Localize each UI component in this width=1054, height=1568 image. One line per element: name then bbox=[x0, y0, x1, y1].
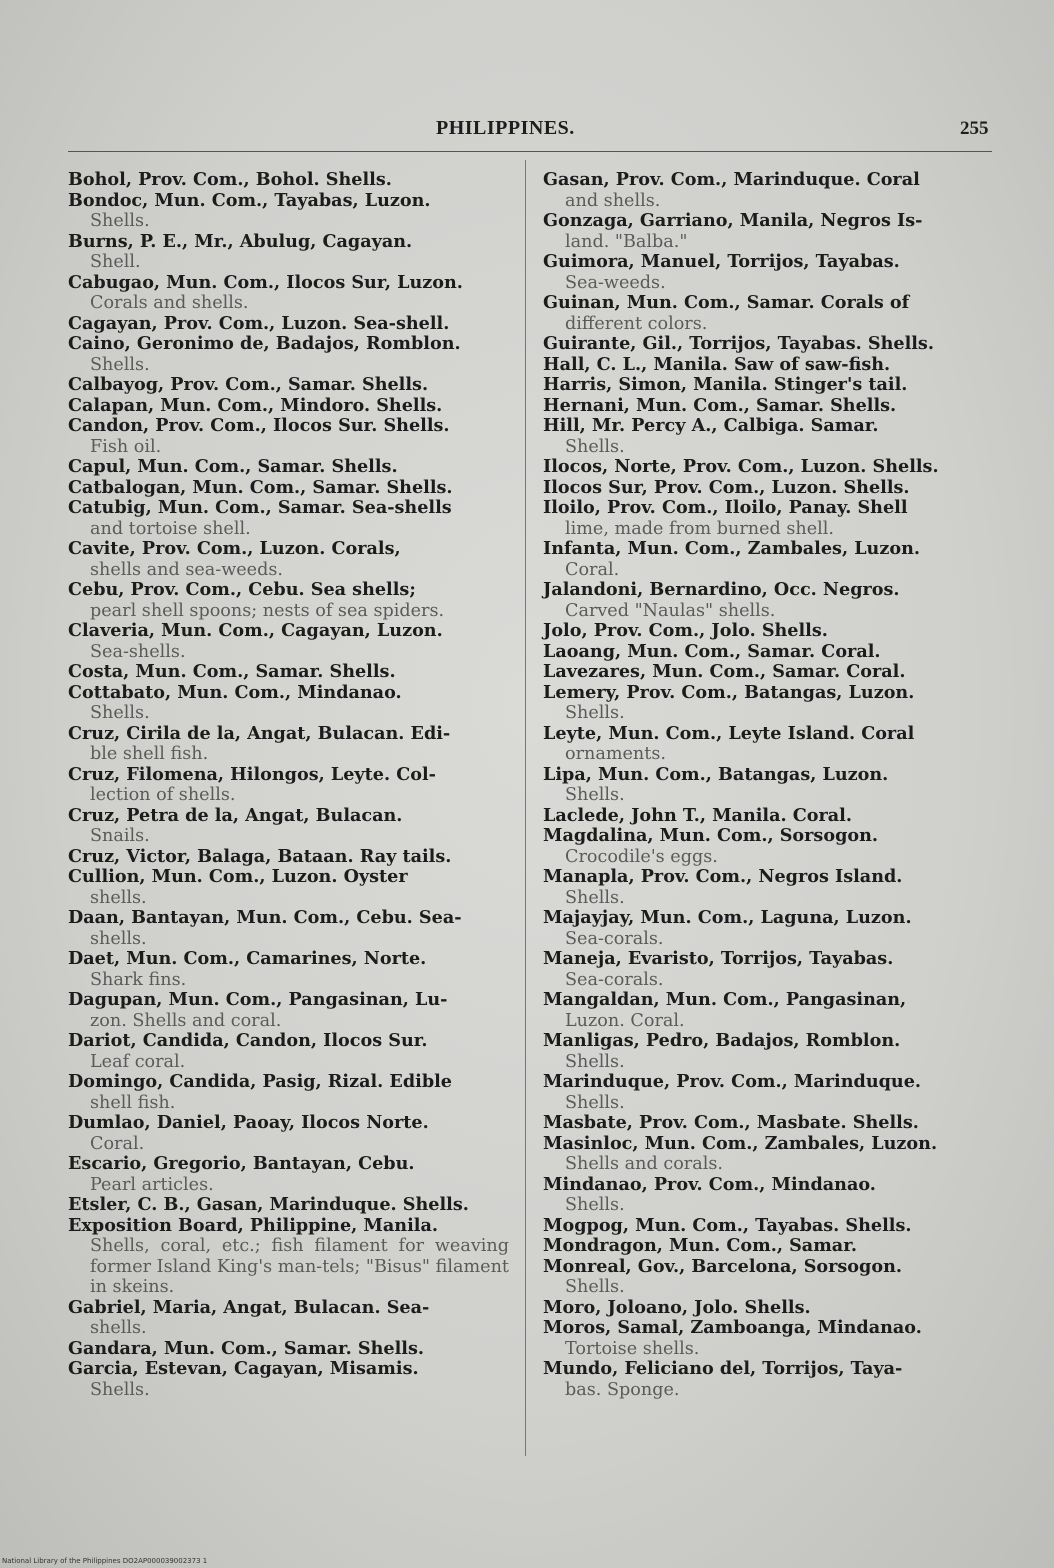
entry-description: shells. bbox=[90, 887, 147, 908]
entry-description: Sea-shells. bbox=[90, 641, 186, 662]
entry-heading: Cullion, Mun. Com., Luzon. Oyster bbox=[68, 866, 408, 887]
entry-heading: Infanta, Mun. Com., Zambales, Luzon. bbox=[543, 538, 920, 559]
entry-description: shell fish. bbox=[90, 1092, 176, 1113]
index-entry bbox=[543, 1236, 984, 1257]
entry-description: Shells. bbox=[90, 1379, 150, 1400]
index-entry bbox=[543, 1134, 984, 1175]
entry-heading: Cebu, Prov. Com., Cebu. Sea shells; bbox=[68, 579, 416, 600]
index-entry bbox=[543, 539, 984, 580]
entry-description: Shell. bbox=[90, 252, 141, 272]
index-entry bbox=[68, 867, 509, 908]
entry-heading: Harris, Simon, Manila. Stinger's tail. bbox=[543, 374, 908, 395]
index-entry bbox=[543, 457, 984, 478]
entry-heading: Lipa, Mun. Com., Batangas, Luzon. bbox=[543, 763, 889, 785]
column-divider bbox=[525, 160, 526, 1456]
entry-heading: Costa, Mun. Com., Samar. Shells. bbox=[68, 661, 396, 682]
entry-description: shells. bbox=[90, 928, 147, 949]
index-entry bbox=[543, 1359, 984, 1400]
entry-heading: Ilocos, Norte, Prov. Com., Luzon. Shells. bbox=[543, 456, 939, 477]
entry-heading: Gabriel, Maria, Angat, Bulacan. Sea- bbox=[68, 1296, 430, 1318]
index-entry bbox=[543, 642, 984, 663]
entry-description: Shark fins. bbox=[90, 969, 187, 990]
entry-heading: Daan, Bantayan, Mun. Com., Cebu. Sea- bbox=[68, 907, 462, 928]
index-entry bbox=[68, 724, 509, 765]
index-entry bbox=[68, 990, 509, 1031]
entry-heading: Dagupan, Mun. Com., Pangasinan, Lu- bbox=[68, 989, 448, 1010]
entry-description: Sea-corals. bbox=[565, 928, 664, 949]
entry-heading: Candon, Prov. Com., Ilocos Sur. Shells. bbox=[68, 415, 450, 436]
entry-heading: Lavezares, Mun. Com., Samar. Coral. bbox=[543, 661, 906, 682]
entry-description: ble shell fish. bbox=[90, 744, 209, 764]
entry-heading: Calapan, Mun. Com., Mindoro. Shells. bbox=[68, 394, 443, 416]
entry-description: pearl shell spoons; nests of sea spiders. bbox=[90, 600, 445, 621]
index-entry bbox=[543, 252, 984, 293]
entry-description: Shells. bbox=[90, 211, 150, 231]
index-entry bbox=[543, 621, 984, 642]
index-entry bbox=[543, 1072, 984, 1113]
entry-description: Crocodile's eggs. bbox=[565, 846, 718, 867]
entry-heading: Escario, Gregorio, Bantayan, Cebu. bbox=[68, 1153, 415, 1174]
entry-description: shells and sea-weeds. bbox=[90, 559, 283, 580]
entry-heading: Hill, Mr. Percy A., Calbiga. Samar. bbox=[543, 415, 879, 436]
index-entry bbox=[68, 1154, 509, 1195]
entry-description: Leaf coral. bbox=[90, 1051, 186, 1072]
index-entry bbox=[543, 375, 984, 396]
index-entry bbox=[68, 1298, 509, 1339]
entry-description: Shells. bbox=[565, 785, 625, 805]
index-entry bbox=[68, 498, 509, 539]
index-entry bbox=[68, 621, 509, 662]
entry-description: zon. Shells and coral. bbox=[90, 1010, 282, 1031]
index-entry bbox=[543, 826, 984, 867]
index-entry bbox=[68, 170, 509, 191]
entry-heading: Cottabato, Mun. Com., Mindanao. bbox=[68, 681, 402, 703]
index-entry bbox=[543, 293, 984, 334]
entry-heading: Moro, Joloano, Jolo. Shells. bbox=[543, 1296, 811, 1318]
entry-heading: Cruz, Filomena, Hilongos, Leyte. Col- bbox=[68, 763, 436, 785]
index-entry bbox=[68, 847, 509, 868]
index-entry bbox=[68, 1216, 509, 1298]
entry-heading: Maneja, Evaristo, Torrijos, Tayabas. bbox=[543, 948, 894, 969]
entry-description: Shells. bbox=[565, 1277, 625, 1297]
index-entry bbox=[543, 683, 984, 724]
entry-heading: Gasan, Prov. Com., Marinduque. Coral bbox=[543, 169, 920, 190]
entry-description: Carved "Naulas" shells. bbox=[565, 600, 776, 621]
index-entry bbox=[68, 457, 509, 478]
entry-heading: Cavite, Prov. Com., Luzon. Corals, bbox=[68, 538, 401, 559]
index-entry bbox=[543, 396, 984, 417]
entry-description: Sea-weeds. bbox=[565, 272, 666, 293]
index-entry bbox=[543, 1257, 984, 1298]
entry-description: Shells. bbox=[565, 703, 625, 723]
entry-description: and shells. bbox=[565, 190, 661, 211]
index-entry bbox=[543, 949, 984, 990]
entry-heading: Cabugao, Mun. Com., Ilocos Sur, Luzon. bbox=[68, 271, 463, 293]
entry-description: Pearl articles. bbox=[90, 1174, 214, 1195]
entry-heading: Masbate, Prov. Com., Masbate. Shells. bbox=[543, 1112, 919, 1133]
entry-heading: Guirante, Gil., Torrijos, Tayabas. Shells. bbox=[543, 333, 934, 354]
entry-heading: Exposition Board, Philippine, Manila. bbox=[68, 1214, 438, 1236]
entry-description: Shells. bbox=[90, 703, 150, 723]
right-column bbox=[543, 170, 984, 1400]
index-entry bbox=[543, 1031, 984, 1072]
entry-heading: Garcia, Estevan, Cagayan, Misamis. bbox=[68, 1358, 419, 1379]
index-entry bbox=[68, 949, 509, 990]
entry-description: Shells and corals. bbox=[565, 1154, 723, 1174]
index-entry bbox=[68, 1113, 509, 1154]
entry-heading: Jolo, Prov. Com., Jolo. Shells. bbox=[543, 620, 828, 641]
entry-heading: Laoang, Mun. Com., Samar. Coral. bbox=[543, 640, 881, 662]
entry-description: ornaments. bbox=[565, 744, 666, 764]
index-entry bbox=[543, 765, 984, 806]
entry-heading: Capul, Mun. Com., Samar. Shells. bbox=[68, 456, 398, 477]
entry-heading: Catubig, Mun. Com., Samar. Sea-shells bbox=[68, 497, 452, 518]
entry-description: Shells. bbox=[565, 1092, 625, 1113]
entry-description: Coral. bbox=[565, 559, 620, 580]
entry-heading: Bohol, Prov. Com., Bohol. Shells. bbox=[68, 169, 392, 190]
index-entry bbox=[68, 806, 509, 847]
entry-description: different colors. bbox=[565, 313, 708, 334]
entry-heading: Caino, Geronimo de, Badajos, Romblon. bbox=[68, 333, 461, 354]
entry-heading: Manapla, Prov. Com., Negros Island. bbox=[543, 866, 903, 887]
index-entry bbox=[543, 1298, 984, 1319]
entry-heading: Laclede, John T., Manila. Coral. bbox=[543, 804, 852, 826]
index-entry bbox=[543, 908, 984, 949]
index-entry bbox=[543, 478, 984, 499]
index-entry bbox=[543, 1175, 984, 1216]
entry-description: Shells. bbox=[565, 1195, 625, 1215]
index-entry bbox=[543, 662, 984, 683]
index-entry bbox=[68, 375, 509, 396]
index-entry bbox=[543, 498, 984, 539]
index-entry bbox=[68, 416, 509, 457]
entry-heading: Mogpog, Mun. Com., Tayabas. Shells. bbox=[543, 1214, 912, 1236]
entry-heading: Hall, C. L., Manila. Saw of saw-fish. bbox=[543, 353, 891, 375]
index-entry bbox=[543, 416, 984, 457]
index-entry bbox=[68, 908, 509, 949]
entry-description: shells. bbox=[90, 1318, 147, 1338]
index-entry bbox=[68, 662, 509, 683]
index-entry bbox=[68, 1195, 509, 1216]
entry-heading: Mondragon, Mun. Com., Samar. bbox=[543, 1235, 857, 1256]
entry-heading: Monreal, Gov., Barcelona, Sorsogon. bbox=[543, 1255, 902, 1277]
entry-heading: Etsler, C. B., Gasan, Marinduque. Shells. bbox=[68, 1194, 469, 1215]
entry-heading: Cruz, Cirila de la, Angat, Bulacan. Edi- bbox=[68, 722, 451, 744]
index-entry bbox=[68, 683, 509, 724]
entry-heading: Cruz, Petra de la, Angat, Bulacan. bbox=[68, 804, 403, 826]
index-entry bbox=[68, 273, 509, 314]
entry-heading: Masinloc, Mun. Com., Zambales, Luzon. bbox=[543, 1132, 938, 1154]
index-entry bbox=[543, 334, 984, 355]
index-entry bbox=[68, 1339, 509, 1360]
entry-description: and tortoise shell. bbox=[90, 518, 251, 539]
index-entry bbox=[68, 1031, 509, 1072]
index-entry bbox=[543, 724, 984, 765]
entry-description: Sea-corals. bbox=[565, 969, 664, 990]
entry-description: Shells, coral, etc.; fish filament for weaving former Island King's man-tels; "Bisus" filament in skeins. bbox=[90, 1236, 509, 1297]
index-entry bbox=[68, 191, 509, 232]
page-title: PHILIPPINES. bbox=[436, 117, 575, 139]
entry-description: lection of shells. bbox=[90, 785, 236, 805]
index-entry bbox=[543, 1216, 984, 1237]
entry-heading: Burns, P. E., Mr., Abulug, Cagayan. bbox=[68, 230, 413, 252]
entry-heading: Leyte, Mun. Com., Leyte Island. Coral bbox=[543, 722, 915, 744]
entry-heading: Ilocos Sur, Prov. Com., Luzon. Shells. bbox=[543, 476, 910, 498]
entry-heading: Cruz, Victor, Balaga, Bataan. Ray tails. bbox=[68, 845, 452, 867]
index-entry bbox=[543, 580, 984, 621]
entry-heading: Magdalina, Mun. Com., Sorsogon. bbox=[543, 825, 879, 846]
entry-description: land. "Balba." bbox=[565, 231, 688, 252]
entry-heading: Cagayan, Prov. Com., Luzon. Sea-shell. bbox=[68, 312, 450, 334]
entry-heading: Majayjay, Mun. Com., Laguna, Luzon. bbox=[543, 907, 912, 928]
entry-description: Luzon. Coral. bbox=[565, 1010, 685, 1031]
index-entry bbox=[68, 396, 509, 417]
left-column bbox=[68, 170, 509, 1400]
index-entry bbox=[68, 1359, 509, 1400]
entry-heading: Mundo, Feliciano del, Torrijos, Taya- bbox=[543, 1358, 903, 1379]
index-entry bbox=[543, 806, 984, 827]
footer-credit: National Library of the Philippines DO2AP000039002373 1 bbox=[2, 1557, 208, 1565]
entry-heading: Dumlao, Daniel, Paoay, Ilocos Norte. bbox=[68, 1112, 429, 1133]
entry-heading: Marinduque, Prov. Com., Marinduque. bbox=[543, 1071, 922, 1092]
entry-heading: Moros, Samal, Zamboanga, Mindanao. bbox=[543, 1317, 922, 1338]
index-entry bbox=[68, 1072, 509, 1113]
index-entry bbox=[68, 334, 509, 375]
entry-heading: Hernani, Mun. Com., Samar. Shells. bbox=[543, 394, 897, 416]
entry-heading: Gonzaga, Garriano, Manila, Negros Is- bbox=[543, 210, 923, 231]
index-entry bbox=[68, 478, 509, 499]
entry-description: Coral. bbox=[90, 1133, 145, 1154]
entry-heading: Guimora, Manuel, Torrijos, Tayabas. bbox=[543, 251, 900, 272]
entry-description: Shells. bbox=[565, 1051, 625, 1072]
index-entry bbox=[543, 1113, 984, 1134]
entry-description: Snails. bbox=[90, 826, 150, 846]
entry-heading: Daet, Mun. Com., Camarines, Norte. bbox=[68, 948, 427, 969]
index-entry bbox=[543, 170, 984, 211]
entry-description: Shells. bbox=[565, 887, 625, 908]
index-entry bbox=[68, 765, 509, 806]
page-number: 255 bbox=[960, 118, 989, 139]
entry-heading: Mindanao, Prov. Com., Mindanao. bbox=[543, 1173, 876, 1195]
index-entry bbox=[543, 355, 984, 376]
entry-description: Corals and shells. bbox=[90, 293, 249, 313]
index-entry bbox=[543, 990, 984, 1031]
entry-heading: Manligas, Pedro, Badajos, Romblon. bbox=[543, 1030, 901, 1051]
entry-heading: Dariot, Candida, Candon, Ilocos Sur. bbox=[68, 1030, 428, 1051]
entry-description: Shells. bbox=[565, 436, 625, 457]
entry-heading: Bondoc, Mun. Com., Tayabas, Luzon. bbox=[68, 189, 431, 211]
index-entry bbox=[543, 1318, 984, 1359]
entry-description: Tortoise shells. bbox=[565, 1338, 700, 1359]
entry-heading: Lemery, Prov. Com., Batangas, Luzon. bbox=[543, 681, 915, 703]
entry-heading: Domingo, Candida, Pasig, Rizal. Edible bbox=[68, 1071, 453, 1092]
index-entry bbox=[68, 539, 509, 580]
entry-heading: Catbalogan, Mun. Com., Samar. Shells. bbox=[68, 476, 453, 498]
header-divider bbox=[68, 151, 992, 152]
entry-description: lime, made from burned shell. bbox=[565, 518, 834, 539]
entry-heading: Guinan, Mun. Com., Samar. Corals of bbox=[543, 292, 910, 313]
entry-heading: Jalandoni, Bernardino, Occ. Negros. bbox=[543, 579, 900, 600]
entry-heading: Calbayog, Prov. Com., Samar. Shells. bbox=[68, 374, 429, 395]
index-entry bbox=[68, 314, 509, 335]
index-entry bbox=[543, 211, 984, 252]
index-entry bbox=[68, 232, 509, 273]
entry-heading: Iloilo, Prov. Com., Iloilo, Panay. Shell bbox=[543, 497, 908, 518]
entry-heading: Mangaldan, Mun. Com., Pangasinan, bbox=[543, 989, 907, 1010]
entry-heading: Claveria, Mun. Com., Cagayan, Luzon. bbox=[68, 620, 443, 641]
index-entry bbox=[68, 580, 509, 621]
entry-description: Shells. bbox=[90, 354, 150, 375]
entry-description: Fish oil. bbox=[90, 436, 162, 457]
entry-heading: Gandara, Mun. Com., Samar. Shells. bbox=[68, 1337, 424, 1359]
entry-description: bas. Sponge. bbox=[565, 1379, 680, 1400]
index-entry bbox=[543, 867, 984, 908]
